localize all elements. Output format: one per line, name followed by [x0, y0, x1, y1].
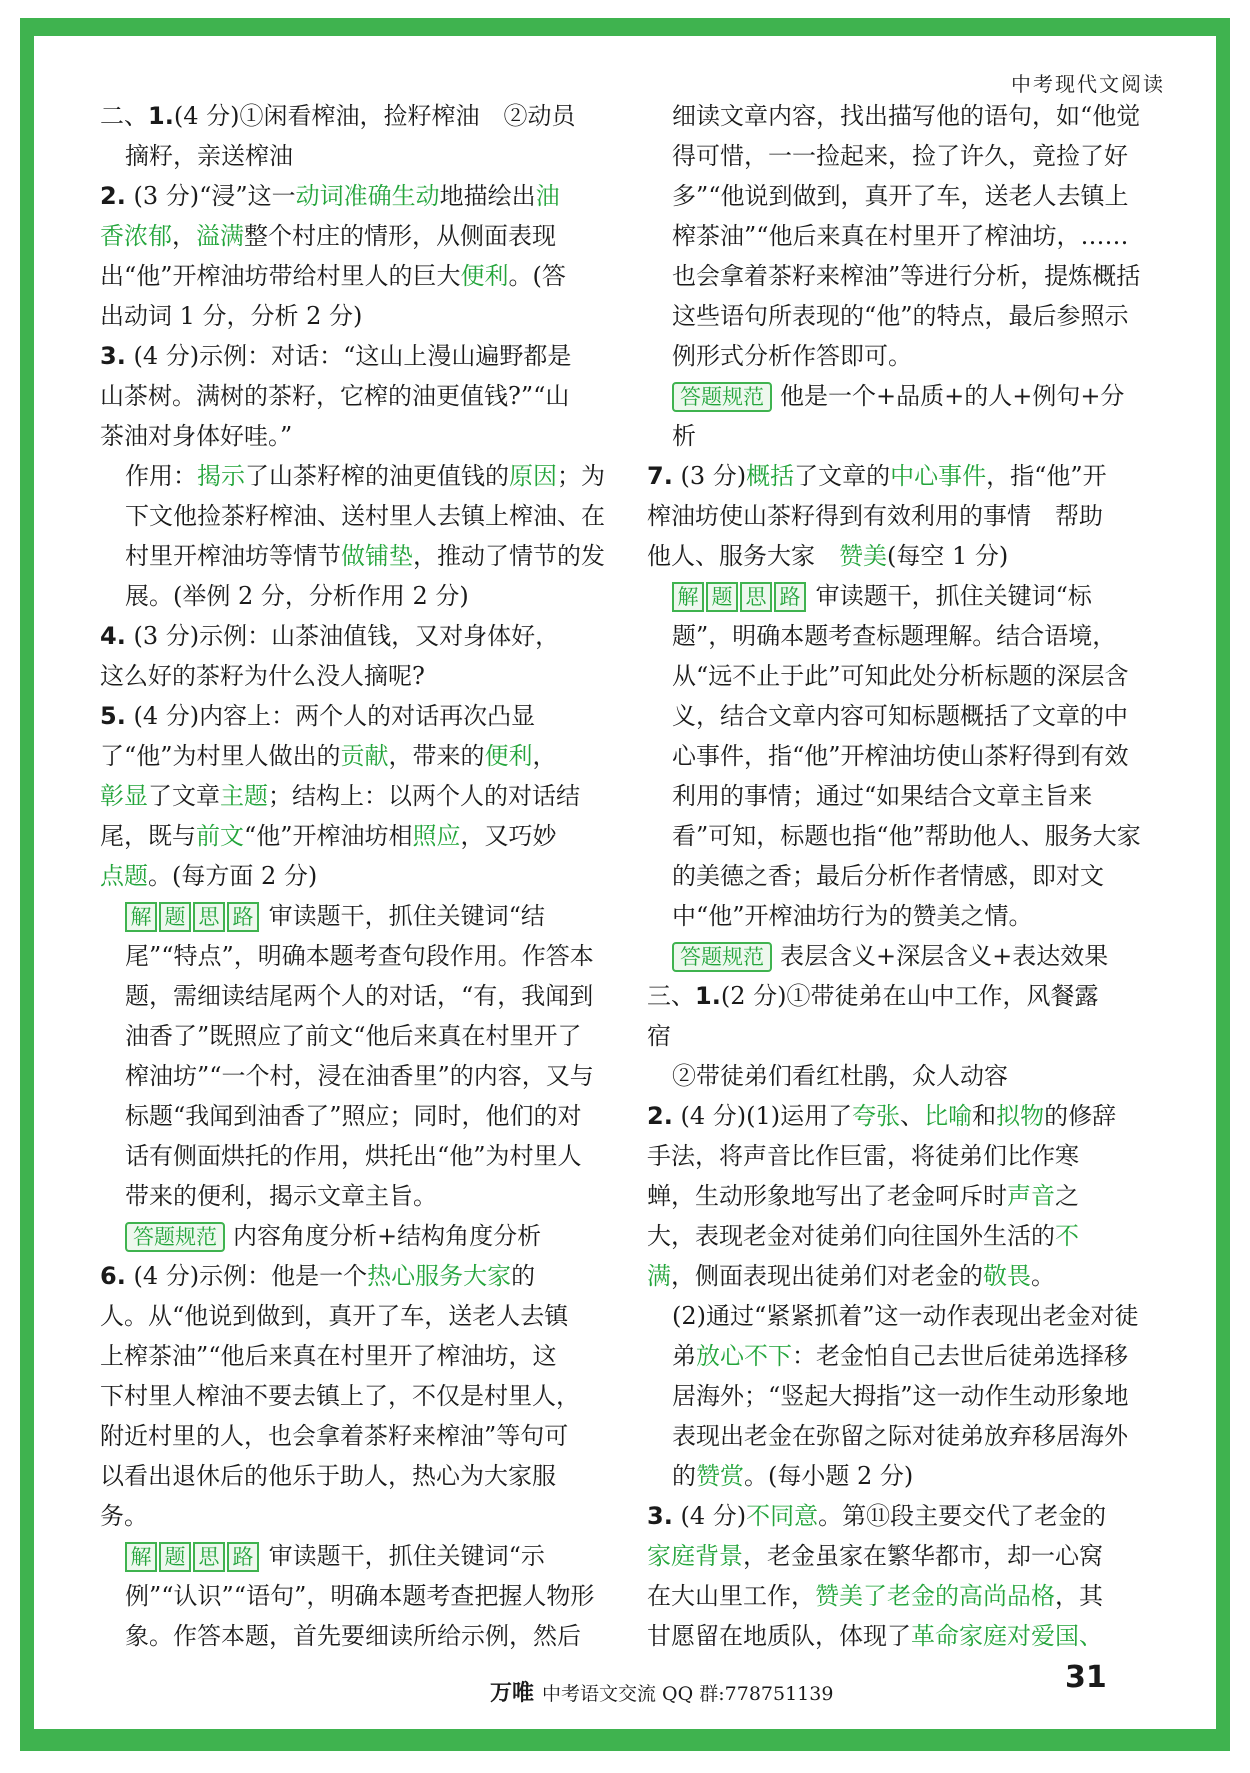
page-number: 31 [1065, 1660, 1107, 1695]
answer-2-5: 5. (4 分)内容上：两个人的对话再次凸显了“他”为村里人做出的贡献，带来的便利，彰显了文章主题；结构上：以两个人的对话结尾，既与前文“他”开榨油坊相照应，又巧妙点题。(每方面 2 分) 解 题 思 路 审读题干，抓住关键词“结尾”“特点”，明确本题考查句段作用。作答本题，需细读结尾两个人的对话，“有，我闻到油香了”既照应了前文“他后来真在村里开了榨油坊”“一个村，浸在油香里”的内容，又与标题“我闻到油香了”照应；同时，他们的对话有侧面烘托的作用，烘托出“他”为村里人带来的便利，揭示文章主旨。 答题规范 内容角度分析+结构角度分析 [125, 696, 605, 1256]
key-phrase: 主题 [220, 782, 268, 810]
answer-2-6: 6. (4 分)示例：他是一个热心服务大家的人。从“他说到做到，真开了车，送老人去镇上榨茶油”“他后来真在村里开了榨油坊，这下村里人榨油不要去镇上了，不仅是村里人，附近村里的人，也会拿着茶籽来榨油”等句可以看出退休后的他乐于助人，热心为大家服务。 解 题 思 路 审读题干，抓住关键词“示例”“认识”“语句”，明确本题考查把握人物形象。作答本题，首先要细读所给示例，然后 [125, 1256, 605, 1656]
thinking-note: 解 题 思 路 审读题干，抓住关键词“结尾”“特点”，明确本题考查句段作用。作答本题，需细读结尾两个人的对话，“有，我闻到油香了”既照应了前文“他后来真在村里开了榨油坊”“一个村，浸在油香里”的内容，又与标题“我闻到油香了”照应；同时，他们的对话有侧面烘托的作用，烘托出“他”为村里人带来的便利，揭示文章主旨。 [125, 902, 594, 1210]
key-phrase: 前文 [196, 822, 244, 850]
thinking-tag: 解 题 思 路 [672, 582, 808, 610]
key-phrase: 放心不下 [696, 1342, 792, 1370]
question-number: 2. [100, 182, 126, 210]
question-number: 4. [100, 622, 126, 650]
key-phrase: 不同意 [746, 1502, 819, 1530]
thinking-note: 解 题 思 路 审读题干，抓住关键词“示例”“认识”“语句”，明确本题考查把握人物形象。作答本题，首先要细读所给示例，然后 [125, 1542, 595, 1650]
key-phrase: 动词准确生动 [295, 182, 440, 210]
question-number: 1. [148, 102, 174, 130]
norm-tag: 答题规范 [672, 382, 772, 412]
key-phrase: 家庭背景 [647, 1542, 743, 1570]
answer-3-2: 2. (4 分)(1)运用了夸张、比喻和拟物的修辞手法，将声音比作巨雷，将徒弟们比作寒蝉，生动形象地写出了老金呵斥时声音之大，表现老金对徒弟们向往国外生活的不满，侧面表现出徒弟们对老金的敬畏。 (2)通过“紧紧抓着”这一动作表现出老金对徒弟放心不下：老金怕自己去世后徒弟选择移居海外；“竖起大拇指”这一动作生动形象地表现出老金在弥留之际对徒弟放弃移居海外的赞赏。(每小题 2 分) [647, 1102, 1139, 1490]
key-phrase: 革命家庭对爱国、 [911, 1622, 1103, 1650]
answer-2-3: 3. (4 分)示例：对话：“这山上漫山遍野都是山茶树。满树的茶籽，它榨的油更值钱?”“山茶油对身体好哇。” 作用：揭示了山茶籽榨的油更值钱的原因；为下文他捡茶籽榨油、送村里人去镇上榨油、在村里开榨油坊等情节做铺垫，推动了情节的发展。(举例 2 分，分析作用 2 分) [100, 342, 605, 610]
question-number: 2. [647, 1102, 673, 1130]
brand-logo: 万唯 [490, 1681, 535, 1706]
key-phrase: 照应 [412, 822, 461, 850]
norm-tag: 答题规范 [125, 1222, 225, 1252]
key-phrase: 赞美 [839, 542, 887, 570]
running-header: 中考现代文阅读 [1011, 72, 1165, 96]
key-phrase: 点题 [100, 862, 148, 890]
question-number: 3. [647, 1502, 673, 1530]
answer-2-6-continued: 细读文章内容，找出描写他的语句，如“他觉得可惜，一一捡起来，捡了许久，竟捡了好多”“他说到做到，真开了车，送老人去镇上榨茶油”“他后来真在村里开了榨油坊，……也会拿着茶籽来榨油”等进行分析，提炼概括这些语句所表现的“他”的特点，最后参照示例形式分析作答即可。 答题规范 他是一个+品质+的人+例句+分析 [672, 96, 1147, 456]
frame-bottom-bar [20, 1729, 1230, 1751]
key-phrase: 做铺垫 [341, 542, 413, 570]
thinking-tag: 解 题 思 路 [125, 1542, 261, 1570]
footer-group-info: 万唯 中考语文交流 QQ 群:778751139 [490, 1681, 834, 1706]
question-number: 6. [100, 1262, 126, 1290]
question-number: 5. [100, 702, 126, 730]
left-column [100, 96, 605, 1656]
frame-right-bar [1216, 18, 1230, 1748]
key-phrase: 油香浓郁 [100, 182, 560, 250]
key-phrase: 便利 [460, 262, 509, 290]
key-phrase: 中心事件 [890, 462, 987, 490]
answer-2-1: 二、1.(4 分)①闲看榨油，捡籽榨油 ②动员 摘籽，亲送榨油 [100, 102, 576, 170]
right-column [647, 96, 1147, 1656]
thinking-tag: 解 题 思 路 [125, 902, 261, 930]
answer-norm: 答题规范 他是一个+品质+的人+例句+分析 [672, 382, 1125, 450]
key-phrase: 不满 [647, 1222, 1079, 1290]
key-phrase: 敬畏 [983, 1262, 1031, 1290]
answer-3-3: 3. (4 分)不同意。第⑪段主要交代了老金的家庭背景，老金虽家在繁华都市，却一心窝在大山里工作，赞美了老金的高尚品格，其甘愿留在地质队，体现了革命家庭对爱国、 [647, 1502, 1107, 1650]
answer-norm: 答题规范 内容角度分析+结构角度分析 [125, 1216, 605, 1256]
key-phrase: 贡献 [340, 742, 389, 770]
answer-3-1: 三、1.(2 分)①带徒弟在山中工作，风餐露宿 ②带徒弟们看红杜鹃，众人动容 [647, 982, 1099, 1090]
key-phrase: 夸张 [852, 1102, 901, 1130]
key-phrase: 比喻 [924, 1102, 973, 1130]
key-phrase: 彰显 [100, 782, 148, 810]
key-phrase: 溢满 [196, 222, 244, 250]
key-phrase: 概括 [746, 462, 795, 490]
answer-2-2: 2. (3 分)“浸”这一动词准确生动地描绘出油香浓郁，溢满整个村庄的情形，从侧面表现出“他”开榨油坊带给村里人的巨大便利。(答出动词 1 分，分析 2 分) [100, 182, 566, 330]
key-phrase: 声音 [1007, 1182, 1055, 1210]
answer-2-7: 7. (3 分)概括了文章的中心事件，指“他”开榨油坊使山茶籽得到有效利用的事情 帮助他人、服务大家 赞美(每空 1 分) 解 题 思 路 审读题干，抓住关键词“标题”，明确本题考查标题理解。结合语境，从“远不止于此”可知此处分析标题的深层含义，结合文章内容可知标题概括了文章的中心事件，指“他”开榨油坊使山茶籽得到有效利用的事情；通过“如果结合文章主旨来看”可知，标题也指“他”帮助他人、服务大家的美德之香；最后分析作者情感，即对文中“他”开榨油坊行为的赞美之情。 答题规范 表层含义+深层含义+表达效果 [672, 456, 1147, 976]
question-number: 1. [695, 982, 721, 1010]
norm-tag: 答题规范 [672, 942, 772, 972]
key-phrase: 揭示 [197, 462, 245, 490]
section-marker: 三、 [647, 982, 695, 1010]
key-phrase: 热心服务大家 [367, 1262, 512, 1290]
question-number: 3. [100, 342, 126, 370]
thinking-note: 解 题 思 路 审读题干，抓住关键词“标题”，明确本题考查标题理解。结合语境，从“远不止于此”可知此处分析标题的深层含义，结合文章内容可知标题概括了文章的中心事件，指“他”开榨油坊使山茶籽得到有效利用的事情；通过“如果结合文章主旨来看”可知，标题也指“他”帮助他人、服务大家的美德之香；最后分析作者情感，即对文中“他”开榨油坊行为的赞美之情。 [672, 582, 1141, 930]
frame-top-bar [20, 18, 1230, 36]
answer-2-4: 4. (3 分)示例：山茶油值钱，又对身体好，这么好的茶籽为什么没人摘呢? [100, 622, 560, 690]
key-phrase: 拟物 [996, 1102, 1045, 1130]
key-phrase: 赞美了老金的高尚品格 [815, 1582, 1055, 1610]
section-marker: 二、 [100, 102, 148, 130]
key-phrase: 赞赏 [696, 1462, 744, 1490]
key-phrase: 便利 [484, 742, 533, 770]
question-number: 7. [647, 462, 673, 490]
key-phrase: 原因 [509, 462, 557, 490]
answer-norm: 答题规范 表层含义+深层含义+表达效果 [672, 936, 1147, 976]
frame-left-bar [20, 18, 34, 1748]
